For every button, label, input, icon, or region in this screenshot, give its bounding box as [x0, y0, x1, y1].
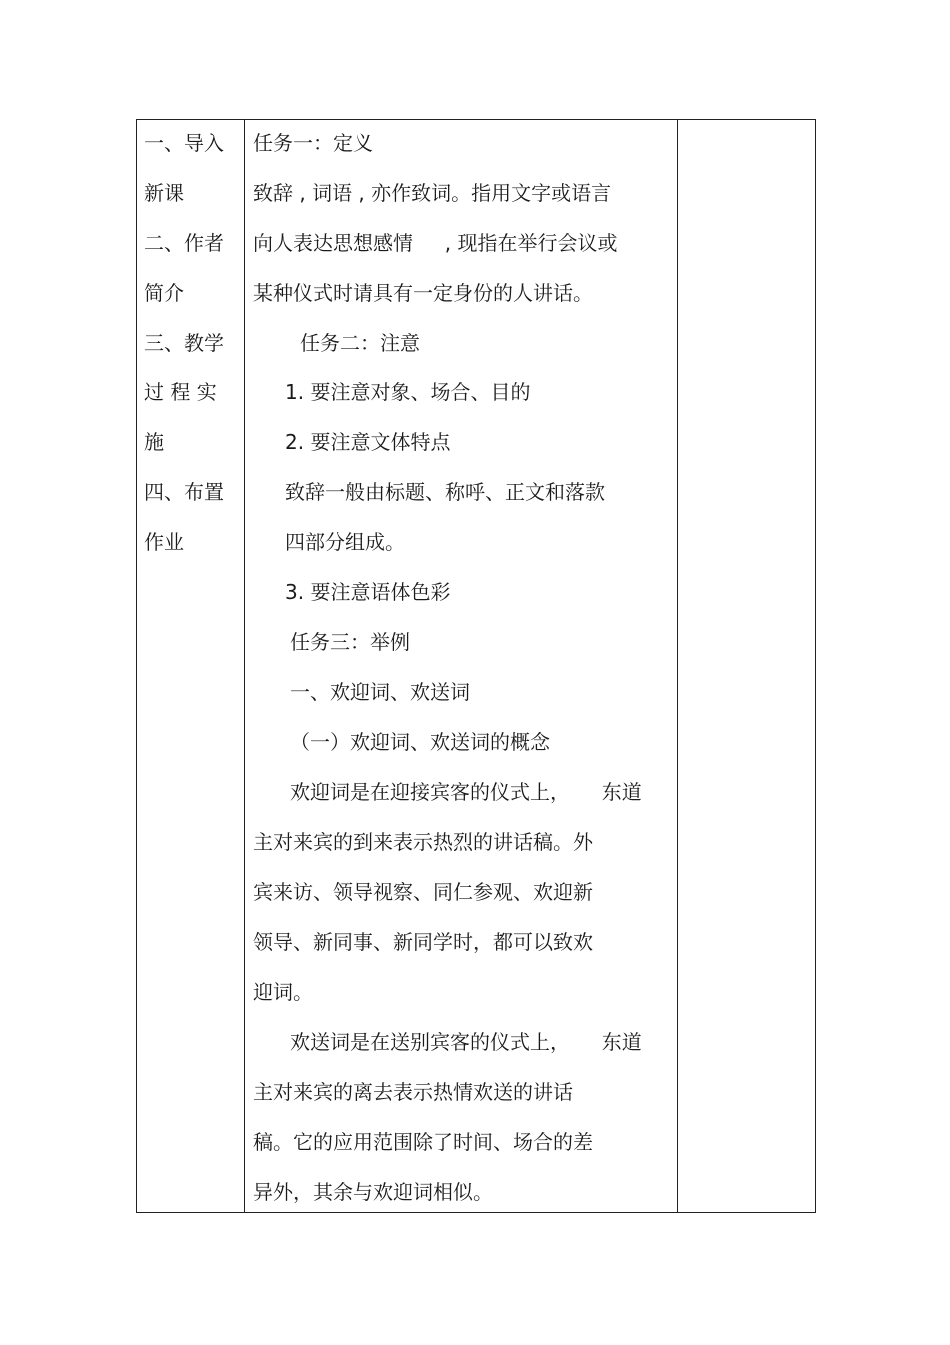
paragraph-line: 异外，其余与欢迎词相似。	[253, 1180, 493, 1204]
section-label: 二、作者	[144, 231, 224, 255]
content-column	[245, 120, 678, 1212]
section-label: 过 程 实	[144, 380, 217, 404]
list-item: 3. 要注意语体色彩	[285, 580, 451, 604]
paragraph-line: 迎词。	[253, 980, 313, 1004]
paragraph-line: 某种仪式时请具有一定身份的人讲话。	[253, 281, 593, 305]
section-label: 新课	[144, 181, 184, 205]
paragraph-line: 主对来宾的到来表示热烈的讲话稿。外	[253, 830, 593, 854]
paragraph-line: 欢迎词是在迎接宾客的仪式上， 东道	[290, 780, 642, 804]
section-column	[137, 120, 245, 1212]
paragraph-line: 领导、新同事、新同学时，都可以致欢	[253, 930, 593, 954]
task-heading: 任务二：注意	[300, 331, 420, 355]
section-label: 一、导入	[144, 131, 224, 155]
paragraph-line: 致辞 , 词语 , 亦作致词。指用文字或语言	[253, 181, 612, 205]
notes-column	[678, 120, 815, 1212]
paragraph-line: 致辞一般由标题、称呼、正文和落款	[285, 480, 605, 504]
section-label: 简介	[144, 281, 184, 305]
paragraph-line: 主对来宾的离去表示热情欢送的讲话	[253, 1080, 573, 1104]
section-label: 施	[144, 430, 164, 454]
paragraph-line: 向人表达思想感情 , 现指在举行会议或	[253, 231, 618, 255]
paragraph-line: 宾来访、领导视察、同仁参观、欢迎新	[253, 880, 593, 904]
paragraph-line: 稿。它的应用范围除了时间、场合的差	[253, 1130, 593, 1154]
section-label: 作业	[144, 530, 184, 554]
task-heading: 任务三：举例	[290, 630, 410, 654]
paragraph-line: 欢送词是在送别宾客的仪式上， 东道	[290, 1030, 642, 1054]
paragraph-line: 四部分组成。	[285, 530, 405, 554]
section-label: 三、教学	[144, 331, 224, 355]
section-label: 四、布置	[144, 480, 224, 504]
lesson-table	[136, 119, 816, 1213]
list-item: 1. 要注意对象、场合、目的	[285, 380, 531, 404]
task-heading: 任务一：定义	[253, 131, 373, 155]
subsection-heading: （一）欢迎词、欢送词的概念	[290, 730, 550, 754]
list-item: 2. 要注意文体特点	[285, 430, 451, 454]
section-heading: 一、欢迎词、欢送词	[290, 680, 470, 704]
